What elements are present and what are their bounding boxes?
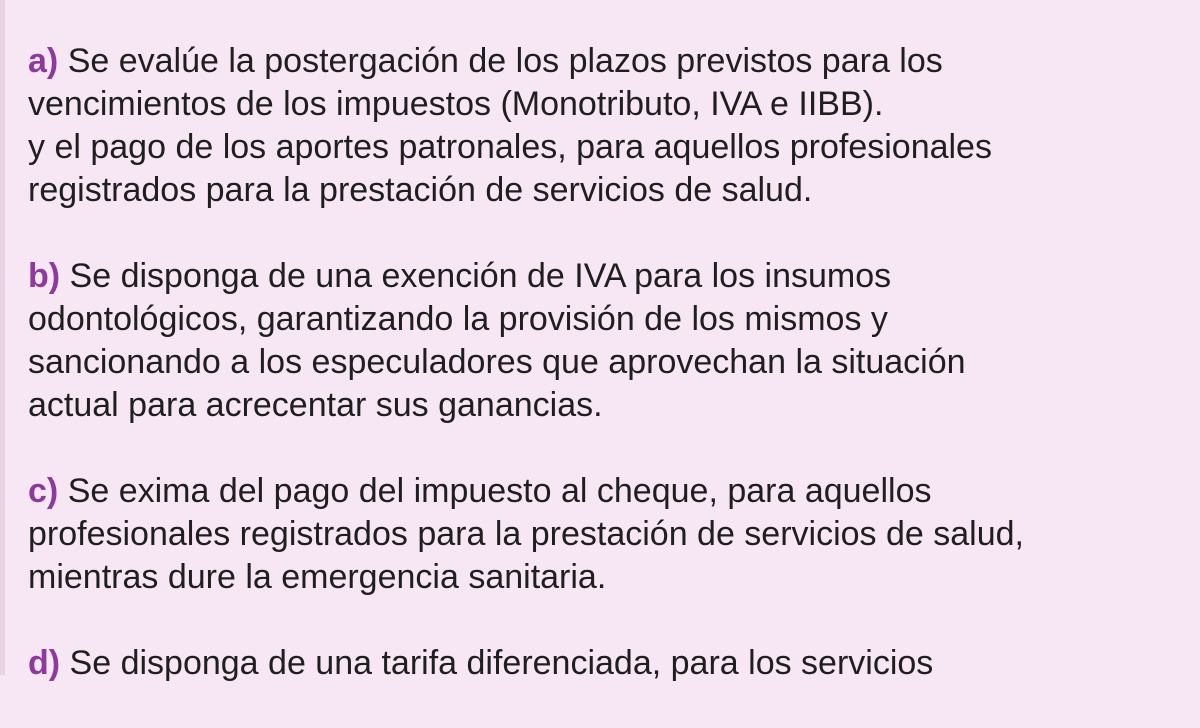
item-marker: a) xyxy=(28,42,59,80)
item-line: y el pago de los aportes patronales, para aquellos profesionales xyxy=(28,128,992,166)
item-line: vencimientos de los impuestos (Monotributo, IVA e IIBB). xyxy=(28,85,884,123)
list-item-c xyxy=(28,470,1188,599)
list-item-a xyxy=(28,40,1188,212)
item-line: mientras dure la emergencia sanitaria. xyxy=(28,558,607,596)
item-line: profesionales registrados para la prestación de servicios de salud, xyxy=(28,515,1024,553)
item-line xyxy=(28,255,1188,298)
item-text: Se exima del pago del impuesto al cheque, para aquellos xyxy=(67,472,932,510)
item-marker: d) xyxy=(28,644,61,682)
item-text: Se disponga de una exención de IVA para los insumos xyxy=(69,257,892,295)
left-border xyxy=(0,0,5,675)
item-line xyxy=(28,470,1188,513)
item-line xyxy=(28,40,1188,83)
item-line: sancionando a los especuladores que aprovechan la situación xyxy=(28,343,966,381)
document-body xyxy=(28,40,1188,728)
item-line: registrados para la prestación de servicios de salud. xyxy=(28,171,813,209)
item-line: odontológicos, garantizando la provisión de los mismos y xyxy=(28,300,888,338)
item-line xyxy=(28,642,1188,685)
item-marker: b) xyxy=(28,257,61,295)
item-marker: c) xyxy=(28,472,59,510)
item-line: actual para acrecentar sus ganancias. xyxy=(28,386,603,424)
item-text: Se evalúe la postergación de los plazos previstos para los xyxy=(67,42,943,80)
list-item-b xyxy=(28,255,1188,427)
item-text: Se disponga de una tarifa diferenciada, para los servicios xyxy=(69,644,934,682)
list-item-d xyxy=(28,642,1188,685)
